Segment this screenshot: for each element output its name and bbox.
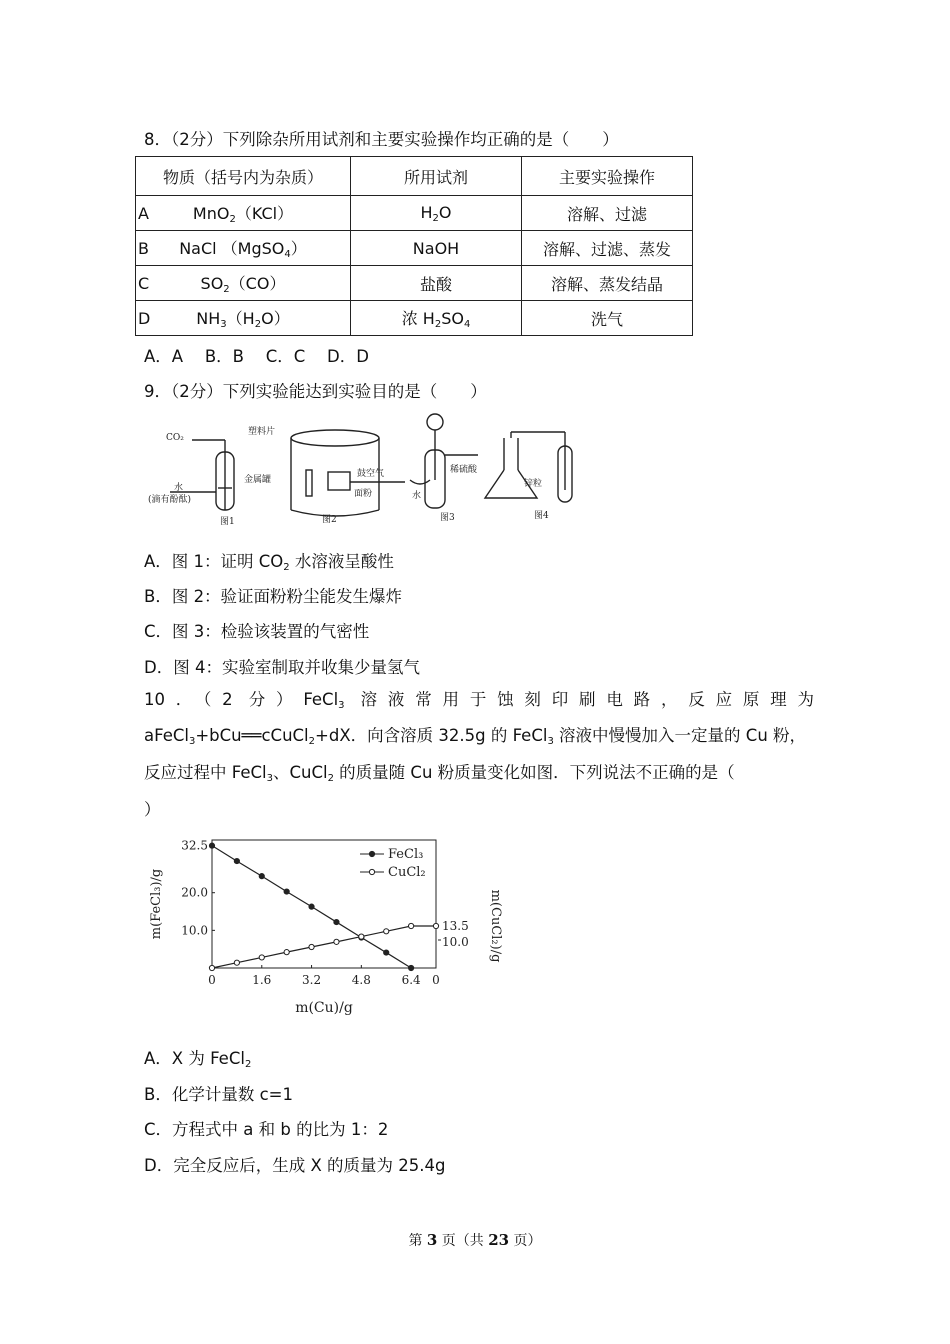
q8-substance: $SO_2(CO)$: [200, 274, 286, 295]
footer-prefix: 第: [408, 1233, 427, 1249]
q9-stem: 9．（2分）下列实验能达到实验目的是（ ）: [144, 382, 487, 401]
q8-table: [135, 156, 693, 336]
x-tick-label-right: 0: [432, 973, 440, 987]
data-point: [433, 923, 438, 928]
q10-option-b: B．化学计量数 c=1: [144, 1085, 293, 1104]
x-tick-label: 4.8: [351, 973, 371, 987]
x-axis-label: m(Cu)/g: [295, 1000, 353, 1016]
right-y-tick-label: 13.5: [442, 919, 469, 933]
left-y-tick-label: 32.5: [181, 838, 208, 853]
data-point: [384, 929, 389, 934]
data-point: [359, 934, 364, 939]
q10-option-d: D．完全反应后，生成 X 的质量为 25.4g: [144, 1156, 446, 1175]
q10-stem-line4: ）: [144, 800, 161, 819]
footer-suffix: 页）: [509, 1233, 542, 1249]
x-tick-label: 0: [208, 973, 216, 987]
fig2-caption: 图2: [322, 515, 337, 525]
fig2-plastic-label: 塑料片: [248, 427, 276, 437]
q8-substance: NaCl （MgSO$_4$）: [179, 239, 307, 260]
data-point: [234, 858, 239, 863]
q8-row: [136, 266, 693, 301]
q10-option-c: C．方程式中 a 和 b 的比为 1：2: [144, 1120, 389, 1139]
data-point: [384, 950, 389, 955]
q8-row: [136, 231, 693, 266]
data-point: [209, 965, 214, 970]
right-y-tick-label: 10.0: [442, 935, 469, 949]
data-point: [259, 955, 264, 960]
fig3-water-label: 水: [412, 491, 422, 501]
data-point: [284, 950, 289, 955]
data-point: [309, 944, 314, 949]
left-y-tick-label: 20.0: [181, 885, 208, 900]
legend-label-cucl2: CuCl₂: [388, 865, 426, 880]
q8-answer-options: A．A B．B C．C D．D: [144, 347, 369, 366]
right-y-axis-label: m(CuCl₂)/g: [488, 889, 503, 963]
q10-mass-chart: [140, 836, 510, 1026]
q10-option-a: A．X 为 FeCl$_2$: [144, 1049, 252, 1070]
data-point: [309, 904, 314, 909]
x-tick-label: 1.6: [252, 973, 272, 987]
data-point: [259, 874, 264, 879]
left-y-axis-label: m(FeCl₃)/g: [149, 868, 164, 940]
fig1-co2-label: CO₂: [166, 433, 184, 443]
page-footer: [0, 1230, 950, 1250]
legend-marker-cucl2: [369, 869, 374, 874]
data-point: [284, 889, 289, 894]
q8-row-label: A: [138, 204, 149, 223]
legend-label-fecl3: FeCl₃: [388, 847, 424, 862]
q8-header-operation: 主要实验操作: [522, 157, 693, 196]
q8-reagent: NaOH: [351, 231, 522, 266]
fig4-caption: 图4: [534, 511, 549, 521]
q9-option-d: D．图 4：实验室制取并收集少量氢气: [144, 658, 420, 677]
fig3-acid-label: 稀硫酸: [450, 465, 478, 475]
q8-reagent: 盐酸: [351, 266, 522, 301]
data-point: [334, 919, 339, 924]
data-point: [409, 923, 414, 928]
footer-mid: 页（共: [437, 1233, 489, 1249]
fig2-air-label: 鼓空气: [357, 469, 385, 479]
q8-reagent: 浓 $H_2SO_4$: [351, 301, 522, 336]
q8-row-label: B: [138, 239, 149, 258]
q8-row: [136, 196, 693, 231]
q9-option-a: A．图 1：证明 $CO_2$ 水溶液呈酸性: [144, 552, 394, 573]
q8-row: [136, 301, 693, 336]
series-line: [212, 926, 436, 968]
fig1-caption: 图1: [220, 517, 235, 527]
q8-row-label: D: [138, 309, 151, 328]
fig1-indicator-label: (滴有酚酞): [148, 495, 192, 505]
fig2-can-label: 金属罐: [244, 475, 272, 485]
data-point: [334, 939, 339, 944]
q8-operation: 溶解、蒸发结晶: [522, 266, 693, 301]
q8-substance: MnO$_2$（KCl）: [192, 204, 294, 225]
q9-option-c: C．图 3：检验该装置的气密性: [144, 622, 370, 641]
fig3-caption: 图3: [440, 513, 455, 523]
x-tick-label: 3.2: [302, 973, 322, 987]
q10-stem-line2: aFeCl$_3$+bCu══cCuCl$_2$+dX．向含溶质 32.5g 的 FeCl$_3$ 溶液中慢慢加入一定量的 Cu 粉，: [144, 726, 807, 747]
q8-row-label: C: [138, 274, 150, 293]
q8-operation: 溶解、过滤、蒸发: [522, 231, 693, 266]
q8-reagent: $H_2O$: [351, 196, 522, 231]
fig1-water-label: 水: [174, 483, 184, 493]
legend-marker-fecl3: [369, 851, 374, 856]
q10-stem-line3: 反应过程中 FeCl$_3$、CuCl$_2$ 的质量随 Cu 粉质量变化如图．下列说法不正确的是（: [144, 763, 735, 784]
q8-operation: 洗气: [522, 301, 693, 336]
q8-header-reagent: 所用试剂: [351, 157, 522, 196]
left-y-tick-label: 10.0: [181, 923, 208, 938]
x-tick-label: 6.4: [401, 973, 421, 987]
footer-page-number: 3: [426, 1231, 438, 1249]
data-point: [234, 960, 239, 965]
data-point: [409, 965, 414, 970]
data-point: [209, 843, 214, 848]
q8-operation: 溶解、过滤: [522, 196, 693, 231]
q9-apparatus-figure: [140, 410, 590, 530]
footer-total-pages: 23: [488, 1231, 510, 1249]
q8-substance: $NH_3(H_2O)$: [196, 309, 290, 330]
q8-stem: 8．（2分）下列除杂所用试剂和主要实验操作均正确的是（ ）: [144, 130, 619, 149]
q10-stem-line1: 10．（2 分）FeCl$_3$ 溶液常用于蚀刻印刷电路，反应原理为: [144, 690, 814, 711]
q9-option-b: B．图 2：验证面粉粉尘能发生爆炸: [144, 587, 403, 606]
q8-header-substance: 物质（括号内为杂质）: [136, 157, 351, 196]
fig4-zinc-label: 锌粒: [524, 479, 543, 489]
fig2-flour-label: 面粉: [354, 489, 373, 499]
